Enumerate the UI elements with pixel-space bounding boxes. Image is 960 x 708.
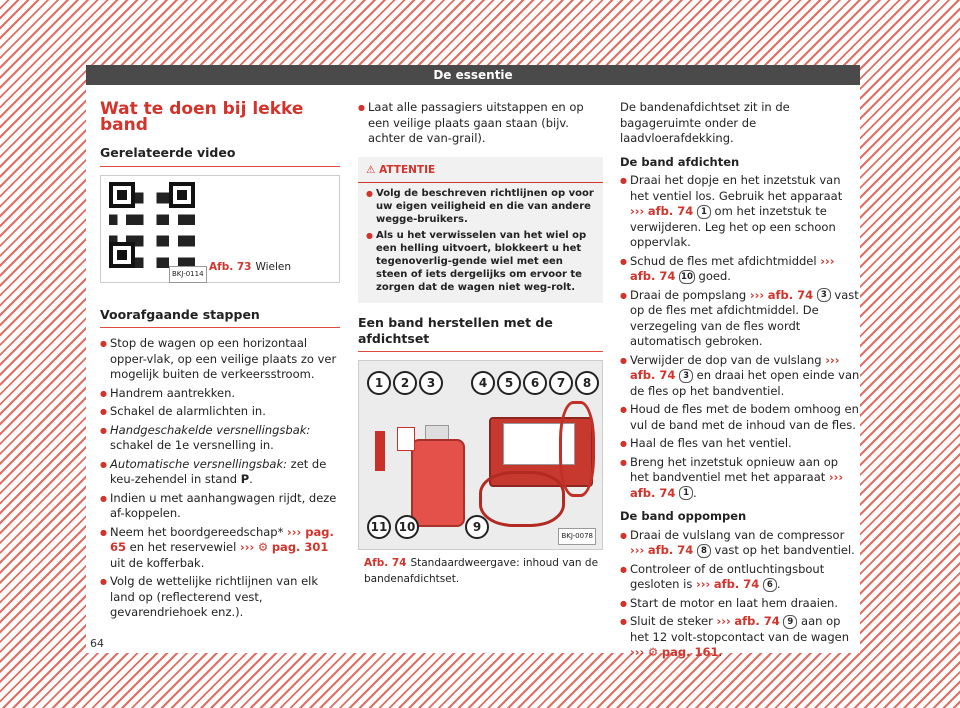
list-item-text: vast op het bandventiel. bbox=[710, 543, 855, 557]
list-item bbox=[620, 455, 860, 502]
list-item-text: . bbox=[776, 577, 781, 591]
list-item-text: Breng het inzetstuk opnieuw aan op het bandventiel met het apparaat bbox=[630, 454, 839, 484]
warning-triangle-icon: ⚠ bbox=[366, 163, 376, 176]
tool-1 bbox=[375, 431, 385, 471]
figure-link[interactable]: afb. 74 bbox=[630, 368, 676, 382]
list-item-text: Draai het dopje en het inzetstuk van het ventiel los. Gebruik het apparaat bbox=[630, 173, 843, 203]
list-item bbox=[620, 173, 860, 251]
figure-caption bbox=[358, 556, 603, 587]
list-item-text: Handrem aantrekken. bbox=[110, 385, 236, 400]
list-item: ● Start de motor en laat hem draaien. bbox=[620, 596, 860, 612]
hose-air bbox=[559, 401, 595, 497]
sealant-kit-heading: Een band herstellen met de afdichtset bbox=[358, 315, 603, 352]
figure-link[interactable]: afb. 74 bbox=[630, 269, 676, 283]
list-item bbox=[620, 528, 860, 559]
prep-list bbox=[100, 336, 340, 621]
list-item-text: Verwijder de dop van de vulslang bbox=[630, 352, 826, 367]
column-3 bbox=[620, 100, 860, 664]
callout-number: 9 bbox=[465, 515, 489, 539]
list-item-text: schakel de 1e versnelling in. bbox=[110, 438, 274, 452]
list-item-text: Sluit de steker bbox=[630, 614, 717, 628]
page-link-arrow[interactable]: ››› bbox=[239, 540, 255, 554]
page-link[interactable]: pag. 301 bbox=[271, 540, 329, 554]
warning-list bbox=[358, 183, 603, 294]
intro-text: De bandenafdichtset zit in de bagageruimte onder de laadvloerafdekking. bbox=[620, 100, 790, 145]
callout-number: 2 bbox=[393, 371, 417, 395]
callout-ref: 1 bbox=[679, 486, 693, 500]
qr-finder-icon bbox=[169, 182, 195, 208]
callout-ref: 1 bbox=[697, 205, 711, 219]
list-item bbox=[100, 423, 340, 454]
callout-number: 11 bbox=[367, 515, 391, 539]
seal-steps bbox=[620, 173, 860, 501]
callout-number: 10 bbox=[395, 515, 419, 539]
list-item-text: Laat alle passagiers uitstappen en op een veilige plaats gaan staan (bijv. achter de van-grail). bbox=[368, 100, 584, 145]
list-item-text: Indien u met aanhangwagen rijdt, deze af-koppelen. bbox=[110, 490, 337, 520]
page-link-arrow[interactable]: ››› bbox=[828, 470, 844, 484]
list-item-text: om het inzetstuk te verwijderen. Leg het op een schoon oppervlak. bbox=[630, 204, 836, 249]
list-item-text: Volg de wettelijke richtlijnen van elk land op (reflecterend vest, gevarendriehoek enz.). bbox=[110, 574, 318, 619]
callout-ref: 3 bbox=[817, 288, 831, 302]
figure-caption-text: Standaardweergave: inhoud van de bandenafdichtset. bbox=[364, 557, 599, 585]
figure-caption bbox=[209, 260, 291, 276]
list-item-text: zet de keu-zehendel in stand bbox=[110, 456, 327, 486]
list-item-text: Controleer of de ontluchtingsbout gesloten is bbox=[630, 561, 825, 591]
page-number: 64 bbox=[90, 637, 104, 650]
figure-caption-text: Wielen bbox=[255, 260, 292, 273]
prep-heading: Voorafgaande stappen bbox=[100, 307, 340, 329]
list-item-text: Neem het boordgereedschap* bbox=[110, 524, 287, 539]
sticker-2 bbox=[397, 427, 415, 451]
list-item-text: en draai het open einde van de fles op het bandventiel. bbox=[630, 368, 860, 398]
callout-ref: 6 bbox=[763, 578, 777, 592]
page-link-arrow[interactable]: ››› bbox=[820, 253, 835, 268]
section-header: De essentie bbox=[86, 65, 860, 85]
list-item-text: Stop de wagen op een horizontaal opper-vlak, op een veilige plaats zo ver mogelijk buiten de verkeersstroom. bbox=[110, 336, 337, 381]
list-item-text: vast op de fles met afdichtmiddel. De verzegeling van de fles wordt automatisch gebroken. bbox=[630, 287, 859, 348]
list-item-text: uit de kofferbak. bbox=[110, 555, 205, 570]
warning-box bbox=[358, 157, 603, 304]
callout-number: 6 bbox=[523, 371, 547, 395]
figure-link[interactable]: afb. 74 bbox=[713, 577, 760, 591]
related-video-heading: Gerelateerde video bbox=[100, 145, 340, 167]
qr-finder-icon bbox=[109, 182, 135, 208]
list-item bbox=[100, 336, 340, 383]
list-item bbox=[100, 386, 340, 402]
hose-cable bbox=[479, 471, 565, 527]
callout-ref: 8 bbox=[697, 544, 711, 558]
page-link[interactable]: ››› pag. 65 bbox=[110, 524, 334, 554]
list-item bbox=[620, 614, 860, 661]
figure-link[interactable]: afb. 74 bbox=[647, 543, 694, 557]
pump-heading: De band oppompen bbox=[620, 509, 747, 523]
list-item: ● Houd de fles met de bodem omhoog en vul de band met de inhoud van de fles. bbox=[620, 402, 860, 433]
seal-heading: De band afdichten bbox=[620, 154, 740, 169]
warning-item: ● Volg de beschreven richtlijnen op voor uw eigen veiligheid en die van andere wegge-bruikers. bbox=[366, 187, 595, 226]
figure-code: BKJ-0114 bbox=[169, 266, 207, 284]
qr-finder-icon bbox=[109, 242, 135, 268]
page-link-arrow[interactable]: ››› bbox=[695, 577, 711, 591]
callout-ref: 9 bbox=[783, 615, 797, 629]
figure-label: Afb. 74 bbox=[364, 557, 407, 569]
page-link-arrow[interactable]: ››› bbox=[716, 614, 731, 628]
warning-item: ● Als u het verwisselen van het wiel op een helling uitvoert, blokkeert u het tegenoverlig-gende wiel met een steen of iets dergelijks om ervoor te zorgen dat de wagen niet weg-rolt. bbox=[366, 229, 595, 294]
page-link[interactable]: pag. 161 bbox=[661, 645, 719, 659]
page-link-arrow[interactable]: ››› bbox=[630, 204, 645, 218]
wrench-icon: ⚙ bbox=[647, 645, 659, 659]
column-2 bbox=[358, 100, 603, 587]
warning-title: ATTENTIE bbox=[379, 163, 436, 176]
callout-number: 5 bbox=[497, 371, 521, 395]
callout-number: 4 bbox=[471, 371, 495, 395]
list-item-bold: P bbox=[240, 472, 250, 486]
page-link-arrow[interactable]: ››› bbox=[630, 645, 645, 659]
list-item bbox=[100, 404, 340, 420]
list-item-italic: Handgeschakelde versnellingsbak: bbox=[110, 422, 311, 437]
list-item bbox=[100, 491, 340, 522]
callout-number: 1 bbox=[367, 371, 391, 395]
figure-code: BKJ-0078 bbox=[558, 528, 596, 546]
list-item-italic: Automatische versnellingsbak: bbox=[110, 456, 287, 471]
figure-link[interactable]: afb. 74 bbox=[630, 485, 676, 500]
figure-link[interactable]: afb. 74 bbox=[767, 287, 814, 302]
page-link-arrow[interactable]: ››› bbox=[630, 543, 645, 557]
pump-steps bbox=[620, 528, 860, 661]
page-title: Wat te doen bij lekke band bbox=[100, 99, 304, 135]
page-link-arrow[interactable]: ››› bbox=[749, 287, 765, 302]
list-item bbox=[620, 562, 860, 593]
list-item bbox=[620, 288, 860, 350]
callout-ref: 3 bbox=[679, 369, 693, 383]
list-item bbox=[100, 574, 340, 621]
figure-73[interactable] bbox=[100, 175, 340, 283]
list-item bbox=[620, 254, 860, 285]
wrench-icon: ⚙ bbox=[257, 540, 269, 554]
page-link-arrow[interactable]: ››› bbox=[825, 352, 840, 367]
list-item-text: en het reservewiel bbox=[126, 540, 240, 554]
list-item-text: aan op het 12 volt-stopcontact van de wagen bbox=[630, 614, 849, 644]
figure-link[interactable]: afb. 74 bbox=[734, 614, 780, 628]
callout-number: 8 bbox=[575, 371, 599, 395]
list-item-text: . bbox=[249, 472, 253, 486]
list-item bbox=[358, 100, 603, 147]
list-item bbox=[100, 525, 340, 572]
list-item-text: Draai de pompslang bbox=[630, 287, 750, 302]
list-item bbox=[620, 353, 860, 400]
list-item-text: Schakel de alarmlichten in. bbox=[110, 404, 266, 418]
list-item-text: Schud de fles met afdichtmiddel bbox=[630, 253, 821, 268]
list-item-text: . bbox=[718, 645, 723, 659]
list-item bbox=[100, 457, 340, 488]
list-item-text: Draai de vulslang van de compressor bbox=[630, 527, 845, 542]
figure-link[interactable]: afb. 74 bbox=[647, 204, 694, 218]
list-item: ● Haal de fles van het ventiel. bbox=[620, 436, 860, 452]
intro-list bbox=[358, 100, 603, 147]
sealant-bottle bbox=[411, 439, 465, 527]
list-item-text: . bbox=[693, 485, 697, 500]
warning-header bbox=[358, 157, 603, 184]
column-1 bbox=[100, 100, 340, 624]
callout-number: 3 bbox=[419, 371, 443, 395]
callout-ref: 10 bbox=[681, 271, 693, 282]
list-item-text: goed. bbox=[694, 269, 731, 283]
figure-74[interactable] bbox=[358, 360, 603, 550]
callout-number: 7 bbox=[549, 371, 573, 395]
figure-label: Afb. 73 bbox=[209, 260, 252, 273]
